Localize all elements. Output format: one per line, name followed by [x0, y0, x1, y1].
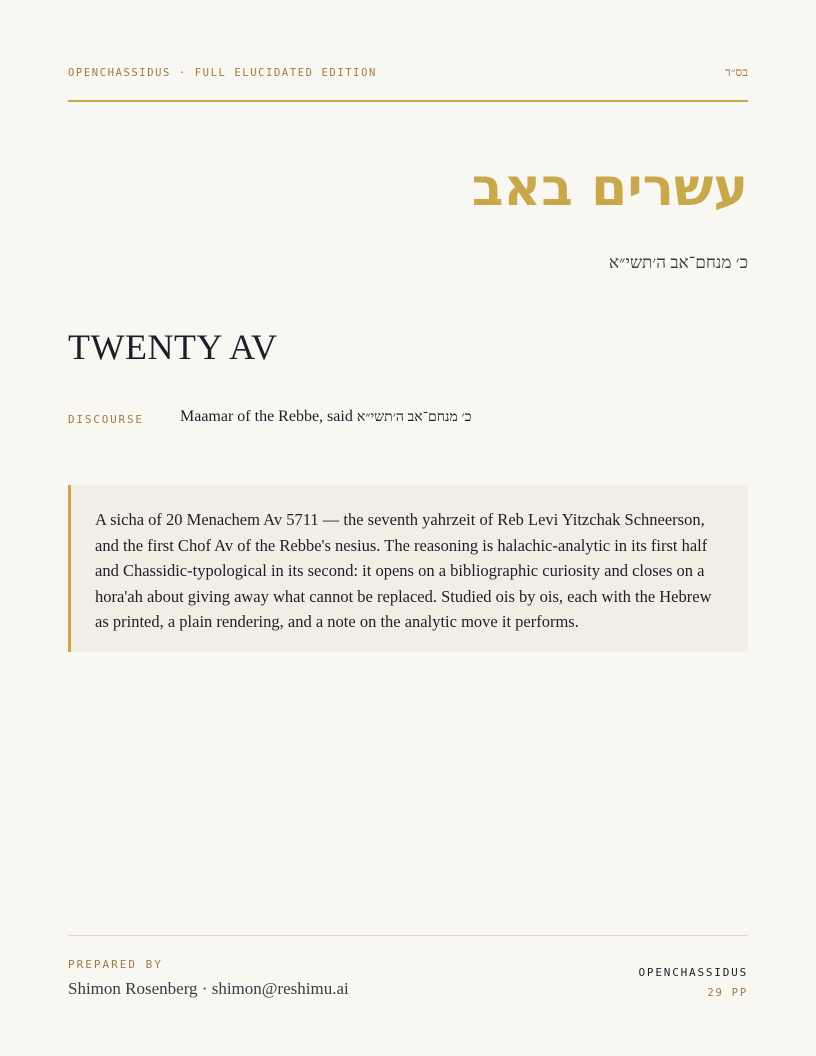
discourse-label: DISCOURSE — [68, 413, 144, 426]
hebrew-date: כ׳ מנחם־אב ה׳תשי״א — [608, 253, 748, 272]
prepared-by-label: PREPARED BY — [68, 958, 163, 971]
abstract-text: A sicha of 20 Menachem Av 5711 — the seventh yahrzeit of Reb Levi Yitzchak Schneerson, and the first Chof Av of the Rebbe's nesius. The reasoning is halachic-analytic in its first half and Chassidic-typological in its second: it opens on a bibliographic curiosity and closes on a hora'ah about giving away what cannot be replaced. Studied ois by ois, each with the Hebrew as printed, a plain rendering, and a note on the analytic move it performs. — [95, 510, 712, 631]
series-label: OPENCHASSIDUS · FULL ELUCIDATED EDITION — [68, 67, 377, 79]
page-header — [68, 64, 748, 102]
prepared-by-value: Shimon Rosenberg · shimon@reshimu.ai — [68, 979, 349, 998]
english-title: TWENTY AV — [68, 327, 278, 367]
footer-divider — [68, 935, 748, 936]
page-count: 29 PP — [707, 987, 748, 999]
brand-name: OPENCHASSIDUS — [638, 966, 748, 979]
hebrew-title: עשרים באב — [471, 158, 748, 218]
discourse-value — [180, 408, 471, 426]
discourse-value-text: Maamar of the Rebbe, said — [180, 408, 353, 425]
abstract-callout — [68, 485, 748, 652]
discourse-hebrew-date: כ׳ מנחם־אב ה׳תשי״א — [356, 410, 472, 425]
bsd-mark: בס״ד — [725, 65, 748, 79]
